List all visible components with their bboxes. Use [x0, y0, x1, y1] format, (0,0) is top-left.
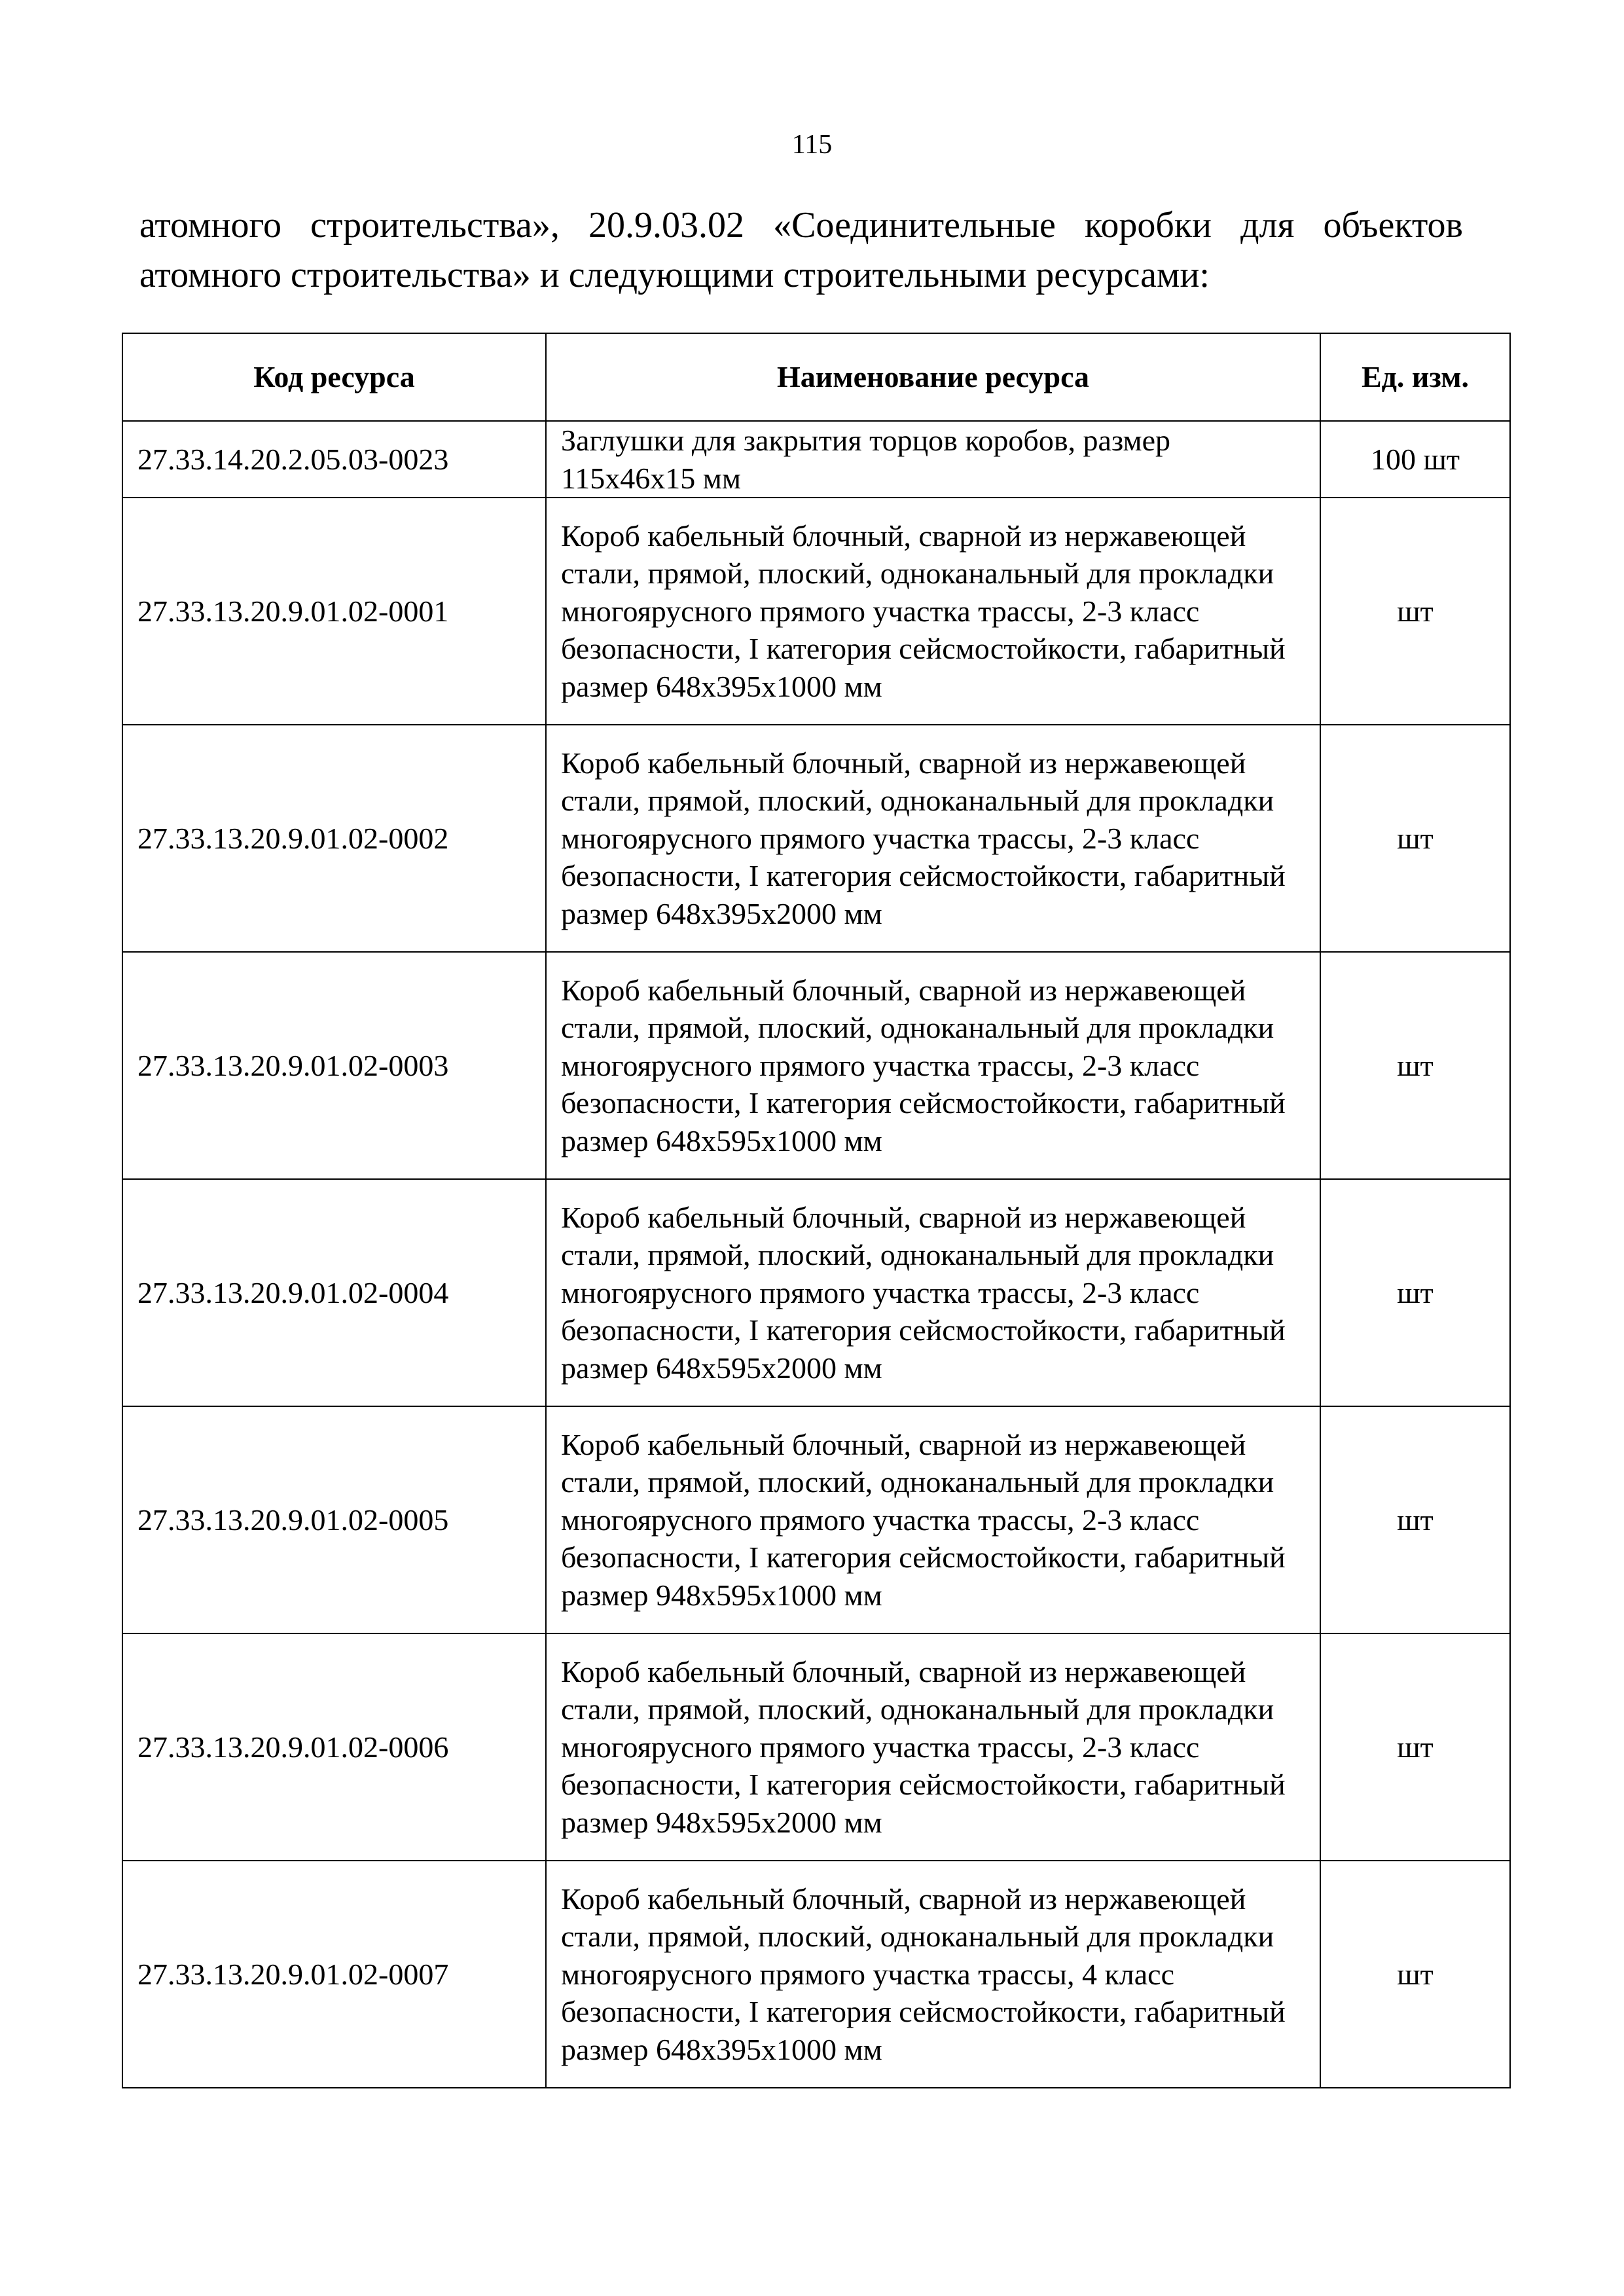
resource-unit: шт — [1320, 952, 1510, 1179]
table-row — [122, 952, 1510, 1179]
resource-name: Короб кабельный блочный, сварной из нержавеющей стали, прямой, плоский, одноканальный для прокладки многоярусного прямого участка трассы, 2-3 класс безопасности, I категория сейсмостойкости, габаритный размер 648х395х2000 мм — [546, 725, 1320, 952]
header-name: Наименование ресурса — [546, 333, 1320, 421]
resource-name: Короб кабельный блочный, сварной из нержавеющей стали, прямой, плоский, одноканальный для прокладки многоярусного прямого участка трассы, 2-3 класс безопасности, I категория сейсмостойкости, габаритный размер 648х395х1000 мм — [546, 498, 1320, 725]
table-row — [122, 1179, 1510, 1406]
resource-code: 27.33.13.20.9.01.02-0006 — [122, 1633, 546, 1861]
table-row — [122, 421, 1510, 498]
resource-unit: 100 шт — [1320, 421, 1510, 498]
table-row — [122, 725, 1510, 952]
table-header-row — [122, 333, 1510, 421]
resource-unit: шт — [1320, 1633, 1510, 1861]
resource-name: Короб кабельный блочный, сварной из нержавеющей стали, прямой, плоский, одноканальный для прокладки многоярусного прямого участка трассы, 2-3 класс безопасности, I категория сейсмостойкости, габаритный размер 648х595х2000 мм — [546, 1179, 1320, 1406]
resources-table — [122, 333, 1511, 2088]
resource-unit: шт — [1320, 725, 1510, 952]
intro-paragraph — [139, 200, 1463, 300]
resource-code: 27.33.13.20.9.01.02-0007 — [122, 1861, 546, 2088]
resource-unit: шт — [1320, 1861, 1510, 2088]
resource-unit: шт — [1320, 1179, 1510, 1406]
header-code: Код ресурса — [122, 333, 546, 421]
table-row — [122, 1861, 1510, 2088]
intro-line-1: атомного строительства», 20.9.03.02 «Соединительные коробки для объектов — [139, 205, 1463, 246]
resource-unit: шт — [1320, 498, 1510, 725]
intro-line-2: атомного строительства» и следующими строительными ресурсами: — [139, 255, 1210, 295]
resource-name: Короб кабельный блочный, сварной из нержавеющей стали, прямой, плоский, одноканальный для прокладки многоярусного прямого участка трассы, 2-3 класс безопасности, I категория сейсмостойкости, габаритный размер 948х595х1000 мм — [546, 1406, 1320, 1633]
resource-code: 27.33.13.20.9.01.02-0005 — [122, 1406, 546, 1633]
resource-name: Короб кабельный блочный, сварной из нержавеющей стали, прямой, плоский, одноканальный для прокладки многоярусного прямого участка трассы, 2-3 класс безопасности, I категория сейсмостойкости, габаритный размер 948х595х2000 мм — [546, 1633, 1320, 1861]
table-row — [122, 1633, 1510, 1861]
resource-code: 27.33.13.20.9.01.02-0001 — [122, 498, 546, 725]
resource-unit: шт — [1320, 1406, 1510, 1633]
resource-code: 27.33.13.20.9.01.02-0002 — [122, 725, 546, 952]
page-number: 115 — [791, 130, 833, 160]
resource-code: 27.33.13.20.9.01.02-0004 — [122, 1179, 546, 1406]
resource-name: Короб кабельный блочный, сварной из нержавеющей стали, прямой, плоский, одноканальный для прокладки многоярусного прямого участка трассы, 4 класс безопасности, I категория сейсмостойкости, габаритный размер 648х395х1000 мм — [546, 1861, 1320, 2088]
resource-code: 27.33.13.20.9.01.02-0003 — [122, 952, 546, 1179]
resource-name: Короб кабельный блочный, сварной из нержавеющей стали, прямой, плоский, одноканальный для прокладки многоярусного прямого участка трассы, 2-3 класс безопасности, I категория сейсмостойкости, габаритный размер 648х595х1000 мм — [546, 952, 1320, 1179]
table-row — [122, 498, 1510, 725]
header-unit: Ед. изм. — [1320, 333, 1510, 421]
resource-code: 27.33.14.20.2.05.03-0023 — [122, 421, 546, 498]
resource-name: Заглушки для закрытия торцов коробов, размер 115х46х15 мм — [546, 421, 1320, 498]
table-row — [122, 1406, 1510, 1633]
